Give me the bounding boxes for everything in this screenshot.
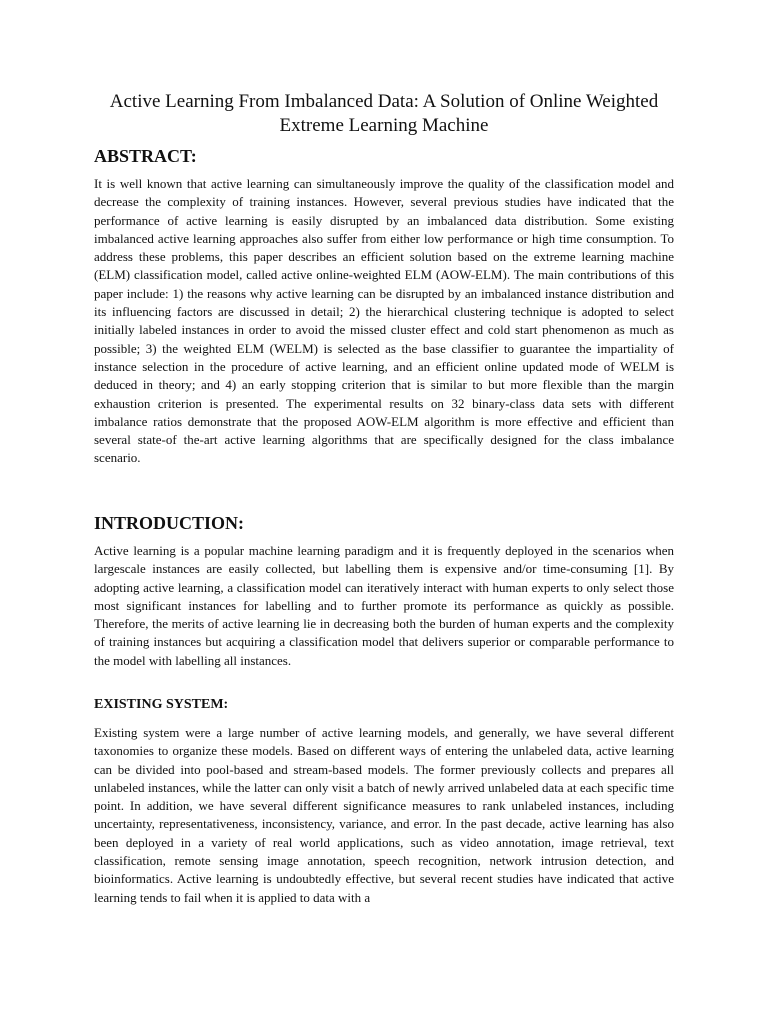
introduction-paragraph: Active learning is a popular machine learning paradigm and it is frequently deployed in the scenarios when largescale instances are easily collected, but labelling them is expensive and/or time-consuming [1]. By adopting active learning, a classification model can iteratively interact with human experts to only select those most significant instances for labelling and to further promote its performance as quickly as possible. Therefore, the merits of active learning lie in decreasing both the burden of human experts and the complexity of training instances but acquiring a classification model that delivers superior or comparable performance to the model with labelling all instances. [94, 543, 674, 668]
existing-system-paragraph: Existing system were a large number of active learning models, and generally, we have several different taxonomies to organize these models. Based on different ways of entering the unlabeled data, active learning can be divided into pool-based and stream-based models. The former previously collects and prepares all unlabeled instances, while the latter can only visit a batch of newly arrived unlabeled data at each specific time point. In addition, we have several different significance measures to rank unlabeled instances, including uncertainty, representativeness, inconsistency, variance, and error. In the past decade, active learning has also been deployed in a variety of real world applications, such as video annotation, image retrieval, text classification, remote sensing image annotation, speech recognition, network intrusion detection, and bioinformatics. Active learning is undoubtedly effective, but several recent studies have indicated that active learning tends to fail when it is applied to data with a [94, 725, 674, 905]
document-title: Active Learning From Imbalanced Data: A Solution of Online Weighted Extreme Learning Machine [109, 91, 659, 136]
abstract-heading: ABSTRACT: [94, 146, 197, 166]
abstract-paragraph: It is well known that active learning can simultaneously improve the quality of the classification model and decrease the complexity of training instances. However, several previous studies have indicated that the performance of active learning is easily disrupted by an imbalanced data distribution. Some existing imbalanced active learning approaches also suffer from either low performance or high time consumption. To address these problems, this paper describes an efficient solution based on the extreme learning machine (ELM) classification model, called active online-weighted ELM (AOW-ELM). The main contributions of this paper include: 1) the reasons why active learning can be disrupted by an imbalanced instance distribution and its influencing factors are discussed in detail; 2) the hierarchical clustering technique is adopted to select initially labeled instances in order to avoid the missed cluster effect and cold start phenomenon as much as possible; 3) the weighted ELM (WELM) is selected as the base classifier to guarantee the impartiality of instance selection in the procedure of active learning, and an efficient online updated mode of WELM is deduced in theory; and 4) an early stopping criterion that is similar to but more flexible than the margin exhaustion criterion is presented. The experimental results on 32 binary-class data sets with different imbalance ratios demonstrate that the proposed AOW-ELM algorithm is more effective and efficient than several state-of the-art active learning algorithms that are specifically designed for the class imbalance scenario. [94, 176, 674, 466]
introduction-heading: INTRODUCTION: [94, 513, 245, 533]
existing-system-heading: EXISTING SYSTEM: [94, 697, 229, 712]
